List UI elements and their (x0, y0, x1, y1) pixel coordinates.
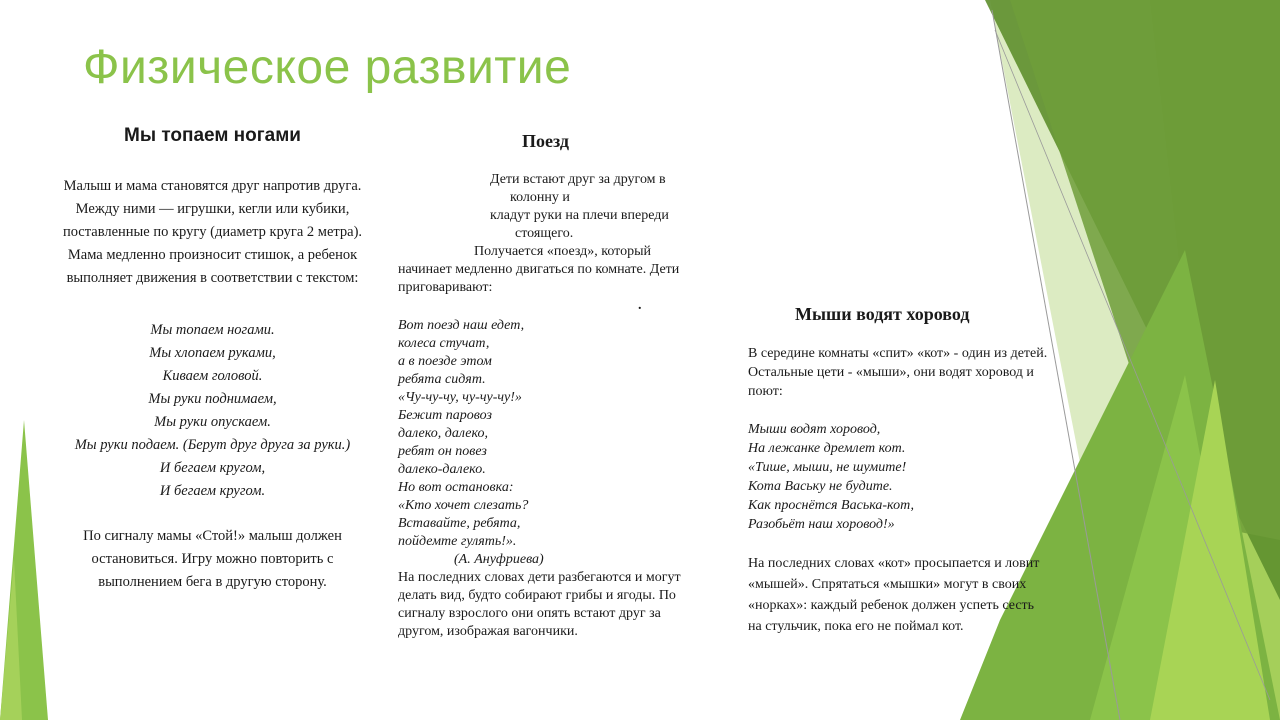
poem-line: ребят он повез (398, 444, 487, 459)
game-mice-poem (748, 420, 1048, 534)
poem-line: Вставайте, ребята, (398, 516, 521, 531)
train-intro-line: кладут руки на плечи впереди (490, 208, 669, 223)
game-train-title: Поезд (522, 131, 570, 151)
poem-line: Вот поезд наш едет, (398, 318, 525, 333)
poem-line: И бегаем кругом, (159, 460, 266, 476)
game-stomp-column (60, 124, 365, 594)
train-intro-rest: начинает медленно двигаться по комнате. Дети приговаривают: (398, 262, 680, 295)
game-stomp-intro: Малыш и мама становятся друг напротив друга. Между ними — игрушки, кегли или кубики, поставленные по кругу (диаметр круга 2 метра). Мама медленно произносит стишок, а ребенок выполняет движения в соответствии с текстом: (62, 178, 363, 286)
poem-line: Разобьёт наш хоровод!» (748, 517, 895, 532)
game-mice-intro: В середине комнаты «спит» «кот» - один из детей. Остальные цети - «мыши», они водят хоровод и поют: (748, 346, 1048, 399)
poem-line: Как проснётся Васька-кот, (748, 498, 915, 513)
poem-line: Мы руки опускаем. (154, 414, 271, 430)
poem-line: Кота Ваську не будите. (748, 479, 893, 494)
game-train-outro: На последних словах дети разбегаются и могут делать вид, будто собирают грибы и ягоды. По сигналу взрослого они опять встают друг за другом, изображая вагончики. (398, 570, 681, 639)
poem-line: колеса стучат, (398, 336, 490, 351)
poem-line: На лежанке дремлет кот. (748, 441, 906, 456)
train-intro-line: колонну и (510, 190, 570, 205)
train-intro-line: Дети встают друг за другом в (490, 172, 666, 187)
poem-line: «Тише, мыши, не шумите! (748, 460, 907, 475)
game-mice-column (748, 305, 1048, 637)
game-train-poem (398, 317, 698, 569)
game-mice-title: Мыши водят хоровод (795, 304, 970, 324)
train-intro-line: стоящего. (515, 226, 574, 241)
game-mice-outro: На последних словах «кот» просыпается и ловит «мышей». Спрятаться «мышки» могут в своих «норках»: каждый ребенок должен успеть сесть на стульчик, пока его не поймал кот. (748, 556, 1040, 634)
poem-line: Мы топаем ногами. (150, 322, 275, 338)
poem-line: Мы руки поднимаем, (148, 391, 277, 407)
poem-line: ребята сидят. (398, 372, 486, 387)
game-stomp-poem (60, 319, 365, 503)
poem-author: (А. Ануфриева) (454, 552, 544, 567)
poem-line: Бежит паровоз (398, 408, 492, 423)
game-stomp-title: Мы топаем ногами (124, 125, 301, 146)
poem-line: И бегаем кругом. (159, 483, 266, 499)
poem-line: «Кто хочет слезать? (398, 498, 529, 513)
poem-line: «Чу-чу-чу, чу-чу-чу!» (398, 390, 522, 405)
game-train-column (398, 132, 698, 641)
poem-line: далеко, далеко, (398, 426, 489, 441)
poem-line: далеко-далеко. (398, 462, 486, 477)
game-stomp-outro: По сигналу мамы «Стой!» малыш должен остановиться. Игру можно повторить с выполнением бега в другую сторону. (83, 528, 342, 590)
poem-line: Мыши водят хоровод, (748, 422, 881, 437)
poem-line: Но вот остановка: (398, 480, 514, 495)
train-intro-line: Получается «поезд», который (474, 244, 652, 259)
poem-line: Мы руки подаем. (Берут друг друга за руки.) (74, 437, 351, 453)
poem-line: пойдемте гулять!». (398, 534, 517, 549)
poem-line: Мы хлопаем руками, (149, 345, 276, 361)
poem-line: Киваем головой. (162, 368, 263, 384)
page-title: Физическое развитие (83, 41, 572, 94)
train-dot: . (638, 298, 642, 313)
poem-line: а в поезде этом (398, 354, 492, 369)
